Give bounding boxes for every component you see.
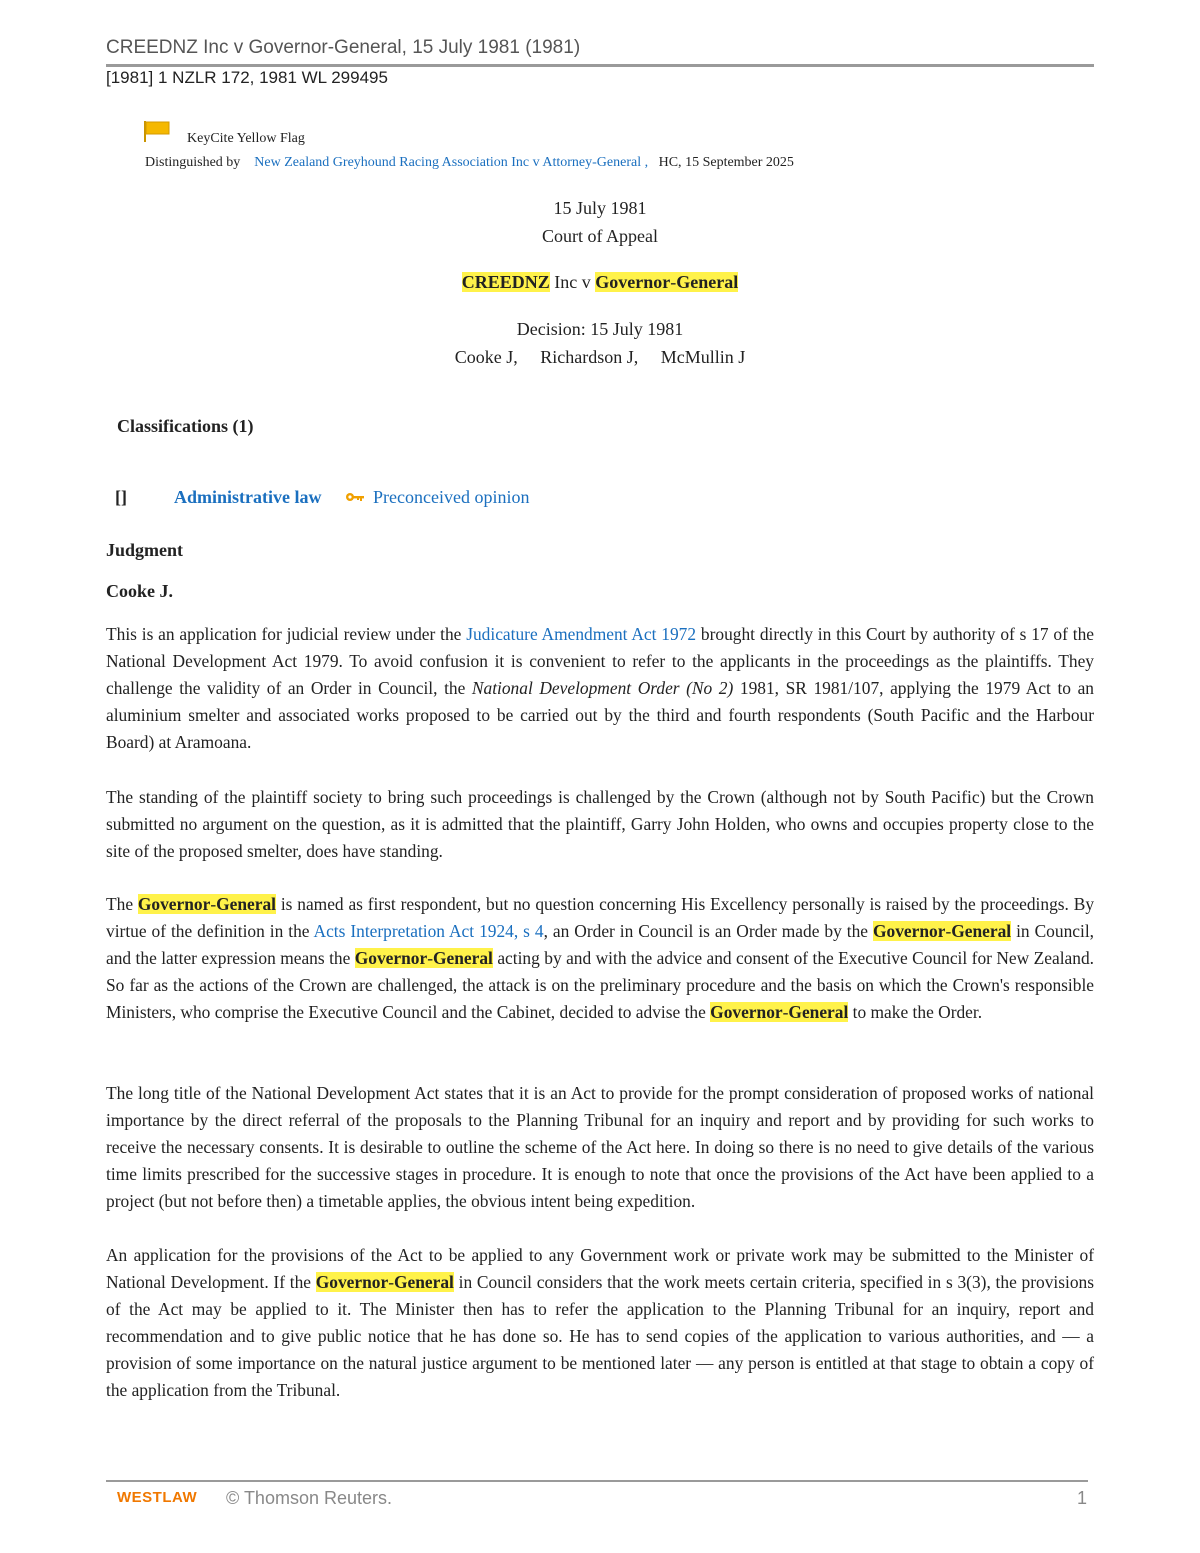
paragraph-3 [106,891,1094,1026]
p5-text-b: in Council considers that the work meets certain criteria, specified in s 3(3), the provisions of the Act may be applied to it. The Minister then has to refer the application to the Planning Tribunal for an inquiry, report and recommendation and to give public notice that he has done so. He has to send copies of the application to various authorities, and — a provision of some importance on the natural justice argument to be mentioned later — any person is entitled at that stage to obtain a copy of the application from the Tribunal. [106,1272,1095,1400]
keycite-date: 15 September 2025 [685,155,794,170]
judge-3: McMullin J [660,347,746,367]
judge-2: Richardson J, [540,347,639,367]
gg-highlight-dash: - [782,1002,789,1022]
p3-text-e: acting by and with the advice and consent of the Executive Council for New Zealand. So far as the actions of the Crown are challenged, the attack is on the preliminary procedure and the basis on which the Crown's responsible Ministers, who comprise the Executive Council and the Cabinet, decided to advise the [106,948,1094,1022]
case-court: Court of Appeal [542,226,658,246]
keycite-flag-label: KeyCite Yellow Flag [187,131,305,146]
gg-highlight: Governor [872,921,946,941]
gg-highlight: Governor [354,948,428,968]
classifications-heading: Classifications (1) [117,416,254,436]
judge-1: Cooke J, [454,347,518,367]
p3-text-c: , an Order in Council is an Order made by the [543,921,873,941]
p1-text-c: 1981, SR 1981/107, applying the 1979 Act to an aluminium smelter and associated works proposed to be carried out by the third and fourth respondents (South Pacific and the Harbour Board) at Aramoana. [106,678,1094,752]
p1-text-b: brought directly in this Court by authority of s 17 of the National Development Act 1979. To avoid confusion it is convenient to refer to the applicants in the proceedings as the plaintiffs. They challenge the validity of an Order in Council, the [106,624,1094,698]
p3-text-f: to make the Order. [848,1002,983,1022]
paragraph-4: The long title of the National Development Act states that it is an Act to provide for the prompt consideration of proposed works of national importance by the direct referral of the proposals to the Planning Tribunal for an inquiry and report and by providing for such works to receive the necessary consents. It is desirable to outline the scheme of the Act here. In doing so there is no need to give details of the various time limits prescribed for the successive stages in procedure. It is enough to note that once the provisions of the Act have been applied to a project (but not before then) a timetable applies, the obvious intent being expedition. [106,1083,1094,1211]
classification-bracket: [] [115,487,127,507]
case-name-party1: CREEDNZ [461,272,550,292]
keycite-case-link[interactable]: New Zealand Greyhound Racing Association Inc v Attorney-General [254,155,642,170]
case-name-versus: Inc v [549,272,596,292]
keycite-court: HC, [658,155,682,170]
westlaw-logo: WESTLAW [117,1489,198,1506]
p5-text-a: An application for the provisions of the Act to be applied to any Government work or private work may be submitted to the Minister of National Development. If the [106,1245,1094,1292]
gg-highlight: General [433,948,493,968]
p3-text-b: is named as first respondent, but no question concerning His Excellency personally is raised by the proceedings. By virtue of the definition in the [106,894,1095,941]
p3-text-d: in Council, and the latter expression means the [106,921,1094,968]
distinguished-by-label: Distinguished by [145,155,241,170]
footer-divider [106,1480,1088,1482]
case-name [0,272,1200,293]
judgment-heading: Judgment [106,540,184,560]
gg-highlight: General [394,1272,454,1292]
p3-text-a: The [106,894,138,914]
judicature-act-link[interactable]: Judicature Amendment Act 1972 [466,624,697,644]
classification-subtopic-link[interactable]: Preconceived opinion [373,487,530,507]
gg-highlight: Governor [710,1002,783,1022]
gg-highlight: General [951,921,1012,941]
case-name-party2b: General [676,272,739,292]
gg-highlight-dash: - [945,921,952,941]
gg-highlight-dash: - [427,948,433,968]
judgment-author: Cooke J. [106,581,173,601]
p1-text-a: This is an application for judicial review under the [106,624,467,644]
page-number: 1 [1077,1488,1088,1508]
header-divider [106,64,1094,67]
judges [0,347,1200,368]
keycite-history [145,155,794,171]
gg-highlight: Governor [137,894,211,914]
p1-order-title: National Development Order (No 2) [471,678,734,698]
gg-highlight: General [788,1002,849,1022]
paragraph-5 [106,1242,1094,1404]
copyright-notice: © Thomson Reuters. [226,1488,392,1508]
paragraph-2: The standing of the plaintiff society to bring such proceedings is challenged by the Crown (although not by South Pacific) but the Crown submitted no argument on the question, as it is admitted that the plaintiff, Garry John Holden, who owns and occupies property close to the site of the proposed smelter, does have standing. [106,787,1094,861]
document-title: CREEDNZ Inc v Governor-General, 15 July 1981 (1981) [106,37,581,58]
case-name-party2a: Governor [595,272,671,292]
key-number-icon [345,490,365,504]
case-name-dash: - [670,272,677,292]
yellow-flag-icon [143,120,171,142]
classification-topic-link[interactable]: Administrative law [174,487,322,507]
paragraph-1 [106,621,1094,756]
link-separator: , [644,155,649,170]
acts-interpretation-link[interactable]: Acts Interpretation Act 1924, s 4 [313,921,544,941]
gg-highlight-dash: - [388,1272,394,1292]
gg-highlight: General [216,894,277,914]
citation: [1981] 1 NZLR 172, 1981 WL 299495 [106,68,388,87]
decision-date: Decision: 15 July 1981 [516,319,684,339]
case-date: 15 July 1981 [553,198,647,218]
gg-highlight-dash: - [210,894,217,914]
gg-highlight: Governor [315,1272,389,1292]
